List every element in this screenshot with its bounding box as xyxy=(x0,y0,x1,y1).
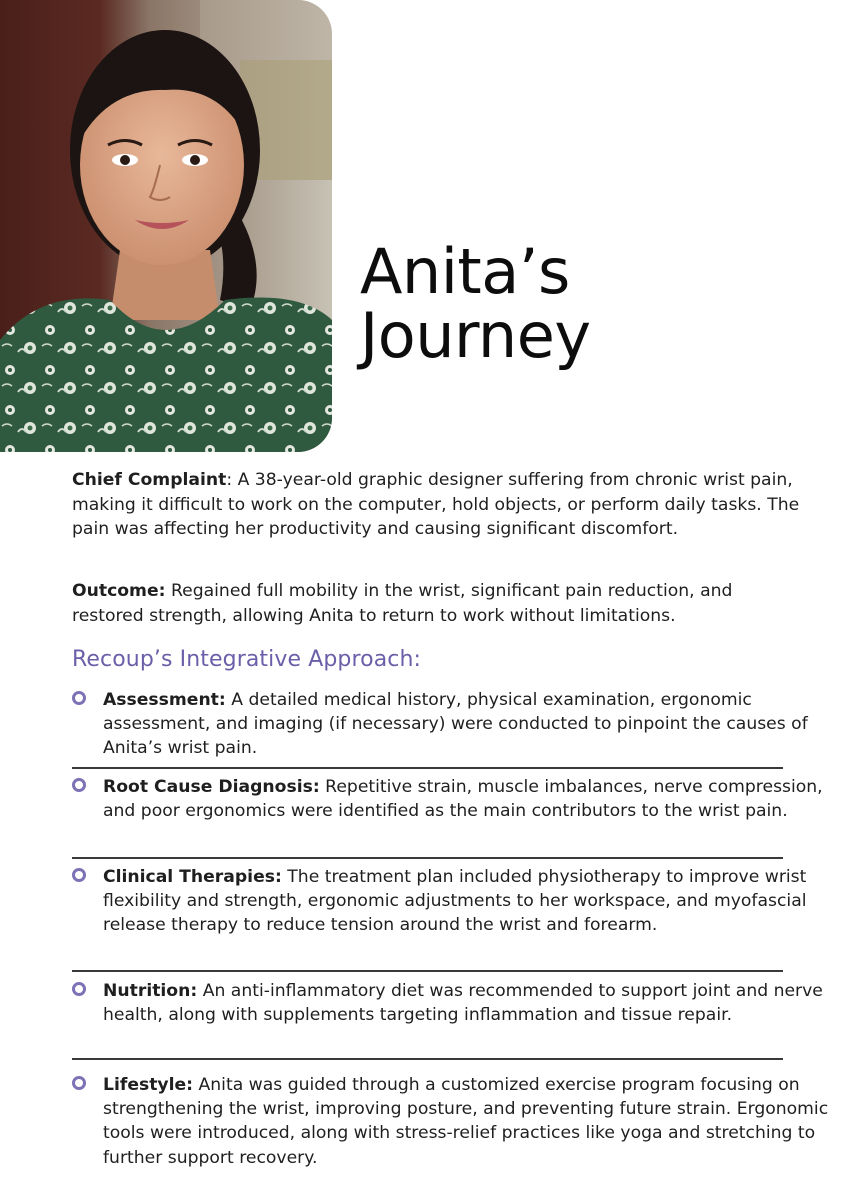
item-text: Repetitive strain, muscle imbalances, nerve compression, and poor ergonomics were identified as the main contributors to the wrist pain. xyxy=(103,777,823,822)
approach-item-root-cause xyxy=(72,775,832,823)
item-label: Nutrition: xyxy=(103,981,198,1001)
circle-bullet-icon xyxy=(72,1076,86,1090)
profile-photo xyxy=(0,0,332,452)
item-label: Clinical Therapies: xyxy=(103,867,282,887)
item-text: A detailed medical history, physical examination, ergonomic assessment, and imaging (if necessary) were conducted to pinpoint the causes of Anita’s wrist pain. xyxy=(103,690,808,759)
title-line-2: Journey xyxy=(360,299,591,372)
item-text: An anti-inflammatory diet was recommended to support joint and nerve health, along with supplements targeting inflammation and tissue repair. xyxy=(103,981,823,1026)
divider xyxy=(72,1058,783,1060)
chief-complaint-paragraph xyxy=(72,468,807,542)
approach-item-lifestyle xyxy=(72,1073,832,1170)
chief-complaint-text: : A 38-year-old graphic designer suffering from chronic wrist pain, making it difficult to work on the computer, hold objects, or perform daily tasks. The pain was affecting her productivity and causing significant discomfort. xyxy=(72,470,800,539)
item-text: Anita was guided through a customized exercise program focusing on strengthening the wrist, improving posture, and preventing future strain. Ergonomic tools were introduced, along with stress-relief practices like yoga and stretching to further support recovery. xyxy=(103,1075,829,1168)
title-line-1: Anita’s xyxy=(360,235,570,308)
outcome-paragraph xyxy=(72,579,807,628)
outcome-text: Regained full mobility in the wrist, significant pain reduction, and restored strength, allowing Anita to return to work without limitations. xyxy=(72,581,733,626)
item-label: Lifestyle: xyxy=(103,1075,194,1095)
page-title xyxy=(360,235,591,372)
circle-bullet-icon xyxy=(72,691,86,705)
approach-item-assessment xyxy=(72,688,832,761)
circle-bullet-icon xyxy=(72,778,86,792)
chief-complaint-label: Chief Complaint xyxy=(72,470,227,490)
divider xyxy=(72,767,783,769)
item-label: Root Cause Diagnosis: xyxy=(103,777,320,797)
outcome-label: Outcome: xyxy=(72,581,166,601)
approach-item-nutrition xyxy=(72,979,832,1027)
approach-heading: Recoup’s Integrative Approach: xyxy=(72,647,422,672)
item-label: Assessment: xyxy=(103,690,226,710)
approach-item-clinical-therapies xyxy=(72,865,832,938)
divider xyxy=(72,970,783,972)
circle-bullet-icon xyxy=(72,982,86,996)
item-text: The treatment plan included physiotherapy to improve wrist flexibility and strength, ergonomic adjustments to her workspace, and myofascial release therapy to reduce tension around the wrist and forearm. xyxy=(103,867,807,936)
divider xyxy=(72,857,783,859)
circle-bullet-icon xyxy=(72,868,86,882)
